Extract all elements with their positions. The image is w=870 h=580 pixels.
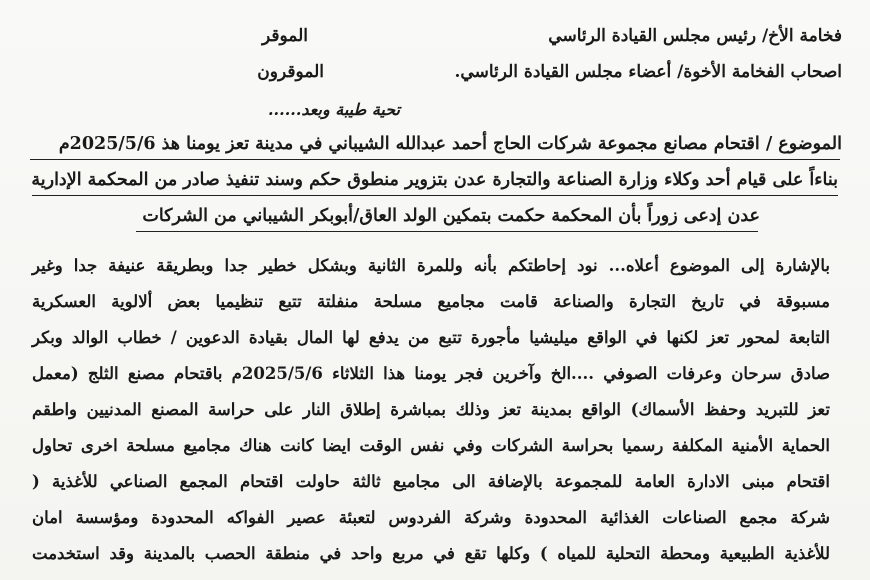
body-line-7: اقتحام مبنى الادارة العامة للمجموعة بالإضافة الى مجاميع ثالثة حاولت اقتحام المجمع الصناعي للأغذية (: [32, 472, 830, 491]
subject-line-1: الموضوع / اقتحام مصانع مجموعة شركات الحاج أحمد عبدالله الشيباني في مدينة تعز يومنا هذ 2025/5/6م: [58, 134, 842, 154]
subject-underline-1: [30, 159, 840, 160]
body-line-9: للأغذية الطبيعية ومحطة التحلية للمياه ) وكلها تقع في مربع واحد في منطقة الحصب بالمدينة وقد استخدمت: [32, 544, 830, 563]
greeting: تحية طيبة وبعد......: [267, 100, 400, 119]
body-line-3: التابعة لمحور تعز لكنها في الواقع ميليشيا مأجورة تتبع من يدفع لها المال بقيادة الدعوين / خطاب الوالد وبكر: [32, 328, 830, 347]
honorific-1: الموقر: [261, 26, 308, 46]
body-line-4: صادق سرحان وعرفات الصوفي ....الخ وآخرين فجر يومنا هذا الثلاثاء 2025/5/6م باقتحام مصنع الثلج (معمل: [32, 364, 830, 383]
honorific-2: الموقرون: [257, 62, 324, 82]
addressee-line-2: اصحاب الفخامة الأخوة/ أعضاء مجلس القيادة الرئاسي.: [454, 62, 842, 82]
subject-line-3: عدن إدعى زوراً بأن المحكمة حكمت بتمكين الولد العاق/أبوبكر الشيباني من الشركات: [142, 206, 760, 226]
subject-underline-2: [32, 195, 838, 196]
body-line-5: تعز للتبريد وحفظ الأسماك) الواقع بمدينة تعز وذلك بمباشرة إطلاق النار على حراسة المصنع المدنيين واطقم: [32, 400, 830, 419]
addressee-line-1: فخامة الأخ/ رئيس مجلس القيادة الرئاسي: [548, 26, 842, 46]
body-line-8: شركة مجمع الصناعات الغذائية المحدودة وشركة الفردوس لتعبئة عصير الفواكه المحدودة ومؤسسة امان: [32, 508, 830, 527]
body-line-1: بالإشارة إلى الموضوع أعلاه... نود إحاطتكم بأنه وللمرة الثانية وبشكل خطير جدا وبطريقة عنيفة جدا وغير: [32, 256, 830, 275]
subject-underline-3: [136, 231, 758, 232]
subject-line-2: بناءاً على قيام أحد وكلاء وزارة الصناعة والتجارة عدن بتزوير منطوق حكم وسند تنفيذ صادر من المحكمة الإدارية: [31, 170, 838, 190]
body-line-6: الحماية الأمنية المكلفة رسميا بحراسة الشركات وفي نفس الوقت ايضا كانت هناك مجاميع مسلحة اخرى تحاول: [32, 436, 830, 455]
body-line-2: مسبوقة في تاريخ التجارة والصناعة قامت مجاميع مسلحة منفلتة تتبع تنظيميا بعض ألالوية العسكرية: [32, 292, 830, 311]
